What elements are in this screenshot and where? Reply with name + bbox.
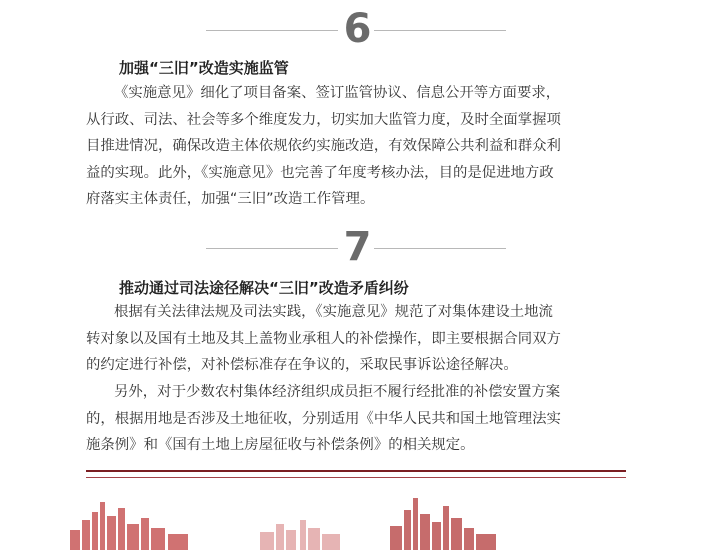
text-line: 施条例》和《国有土地上房屋征收与补偿条例》的相关规定。 [86,437,475,453]
city-skyline-illustration [60,490,700,550]
text-line: 从行政、司法、社会等多个维度发力，切实加大监管力度，及时全面掌握项 [86,111,561,128]
text-line: 另外，对于少数农村集体经济组织成员拒不履行经批准的补偿安置方案 [114,384,561,400]
text-line: 的，根据用地是否涉及土地征收，分别适用《中华人民共和国土地管理法实 [86,410,561,427]
section-number: 6 [343,6,371,52]
paragraph [86,379,631,459]
text-line: 《实施意见》细化了项目备案、签订监管协议、信息公开等方面要求， [114,85,561,101]
divider-line-right [374,30,506,31]
text-line: 目推进情况，确保改造主体依规依约实施改造，有效保障公共利益和群众利 [86,138,561,154]
text-line: 转对象以及国有土地及其上盖物业承租人的补偿操作，即主要根据合同双方 [86,330,561,347]
divider-line-right [374,248,506,249]
divider-line-left [206,30,338,31]
text-line: 益的实现。此外，《实施意见》也完善了年度考核办法，目的是促进地方政 [86,164,554,181]
text-line: 根据有关法律法规及司法实践，《实施意见》规范了对集体建设土地流 [114,304,553,320]
footer-rule [86,470,626,472]
footer-rule-thin [86,477,626,478]
divider-line-left [206,248,338,249]
paragraph [86,80,631,213]
section-divider-7 [206,226,506,272]
text-line: 的约定进行补偿，对补偿标准存在争议的，采取民事诉讼途径解决。 [86,357,518,373]
section-title: 加强“三旧”改造实施监管 [119,59,289,77]
section-title: 推动通过司法途径解决“三旧”改造矛盾纠纷 [119,279,409,297]
section-divider-6 [206,8,506,54]
paragraph [86,299,631,379]
section-number: 7 [343,224,371,270]
text-line: 府落实主体责任，加强“三旧”改造工作管理。 [86,191,375,207]
